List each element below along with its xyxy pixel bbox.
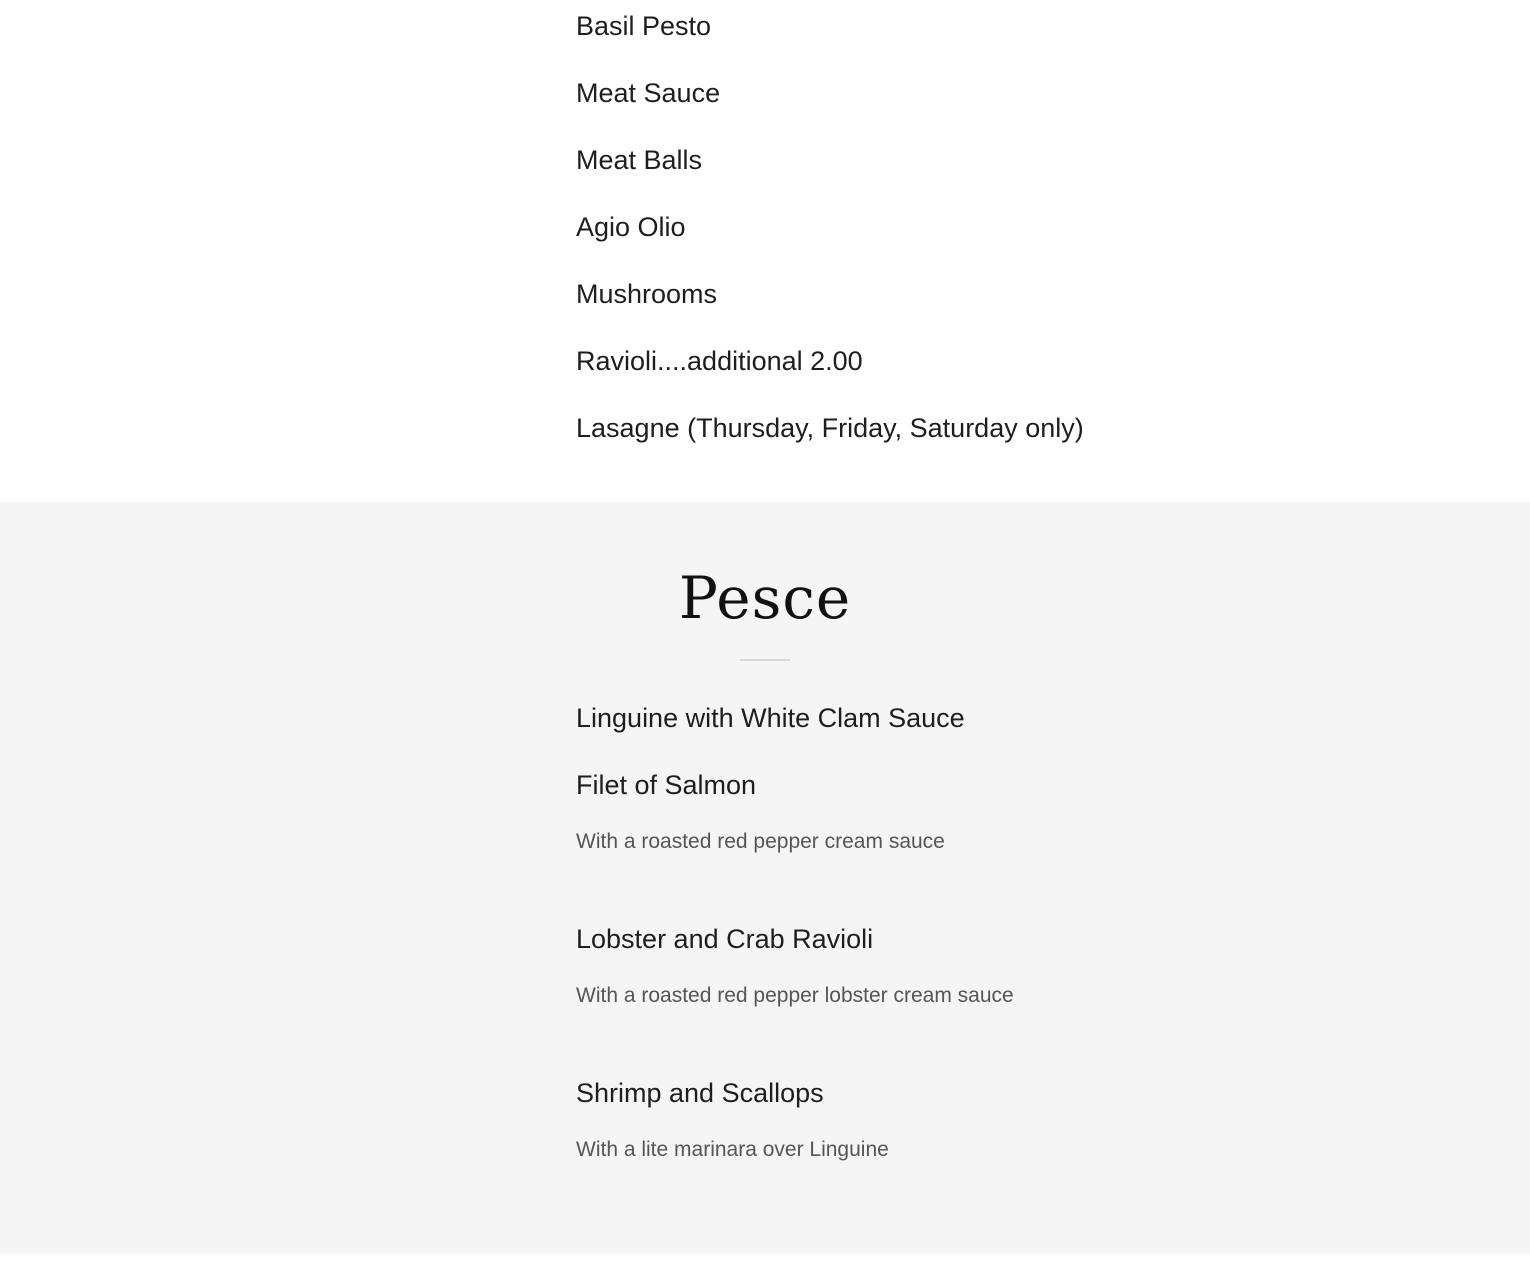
menu-item-description-shrimp: With a lite marinara over Linguine [576,1138,889,1161]
menu-item-description-lobster: With a roasted red pepper lobster cream sauce [576,984,1014,1007]
menu-item-basil-pesto: Basil Pesto [576,11,712,41]
menu-item-agio-olio: Agio Olio [576,212,686,242]
next-section-edge [0,1254,1530,1277]
menu-item-description-salmon: With a roasted red pepper cream sauce [576,830,945,853]
section-title-pesce: Pesce [678,564,852,632]
menu-item-shrimp-scallops: Shrimp and Scallops [576,1078,824,1108]
menu-item-meat-balls: Meat Balls [576,145,703,175]
menu-item-meat-sauce: Meat Sauce [576,78,721,108]
section-divider [740,659,790,661]
menu-item-ravioli: Ravioli....additional 2.00 [576,346,863,376]
menu-item-mushrooms: Mushrooms [576,279,718,309]
menu-item-filet-of-salmon: Filet of Salmon [576,770,757,800]
menu-item-lasagne: Lasagne (Thursday, Friday, Saturday only) [576,413,1084,443]
menu-item-linguine-clam: Linguine with White Clam Sauce [576,703,965,733]
menu-item-lobster-crab-ravioli: Lobster and Crab Ravioli [576,924,874,954]
